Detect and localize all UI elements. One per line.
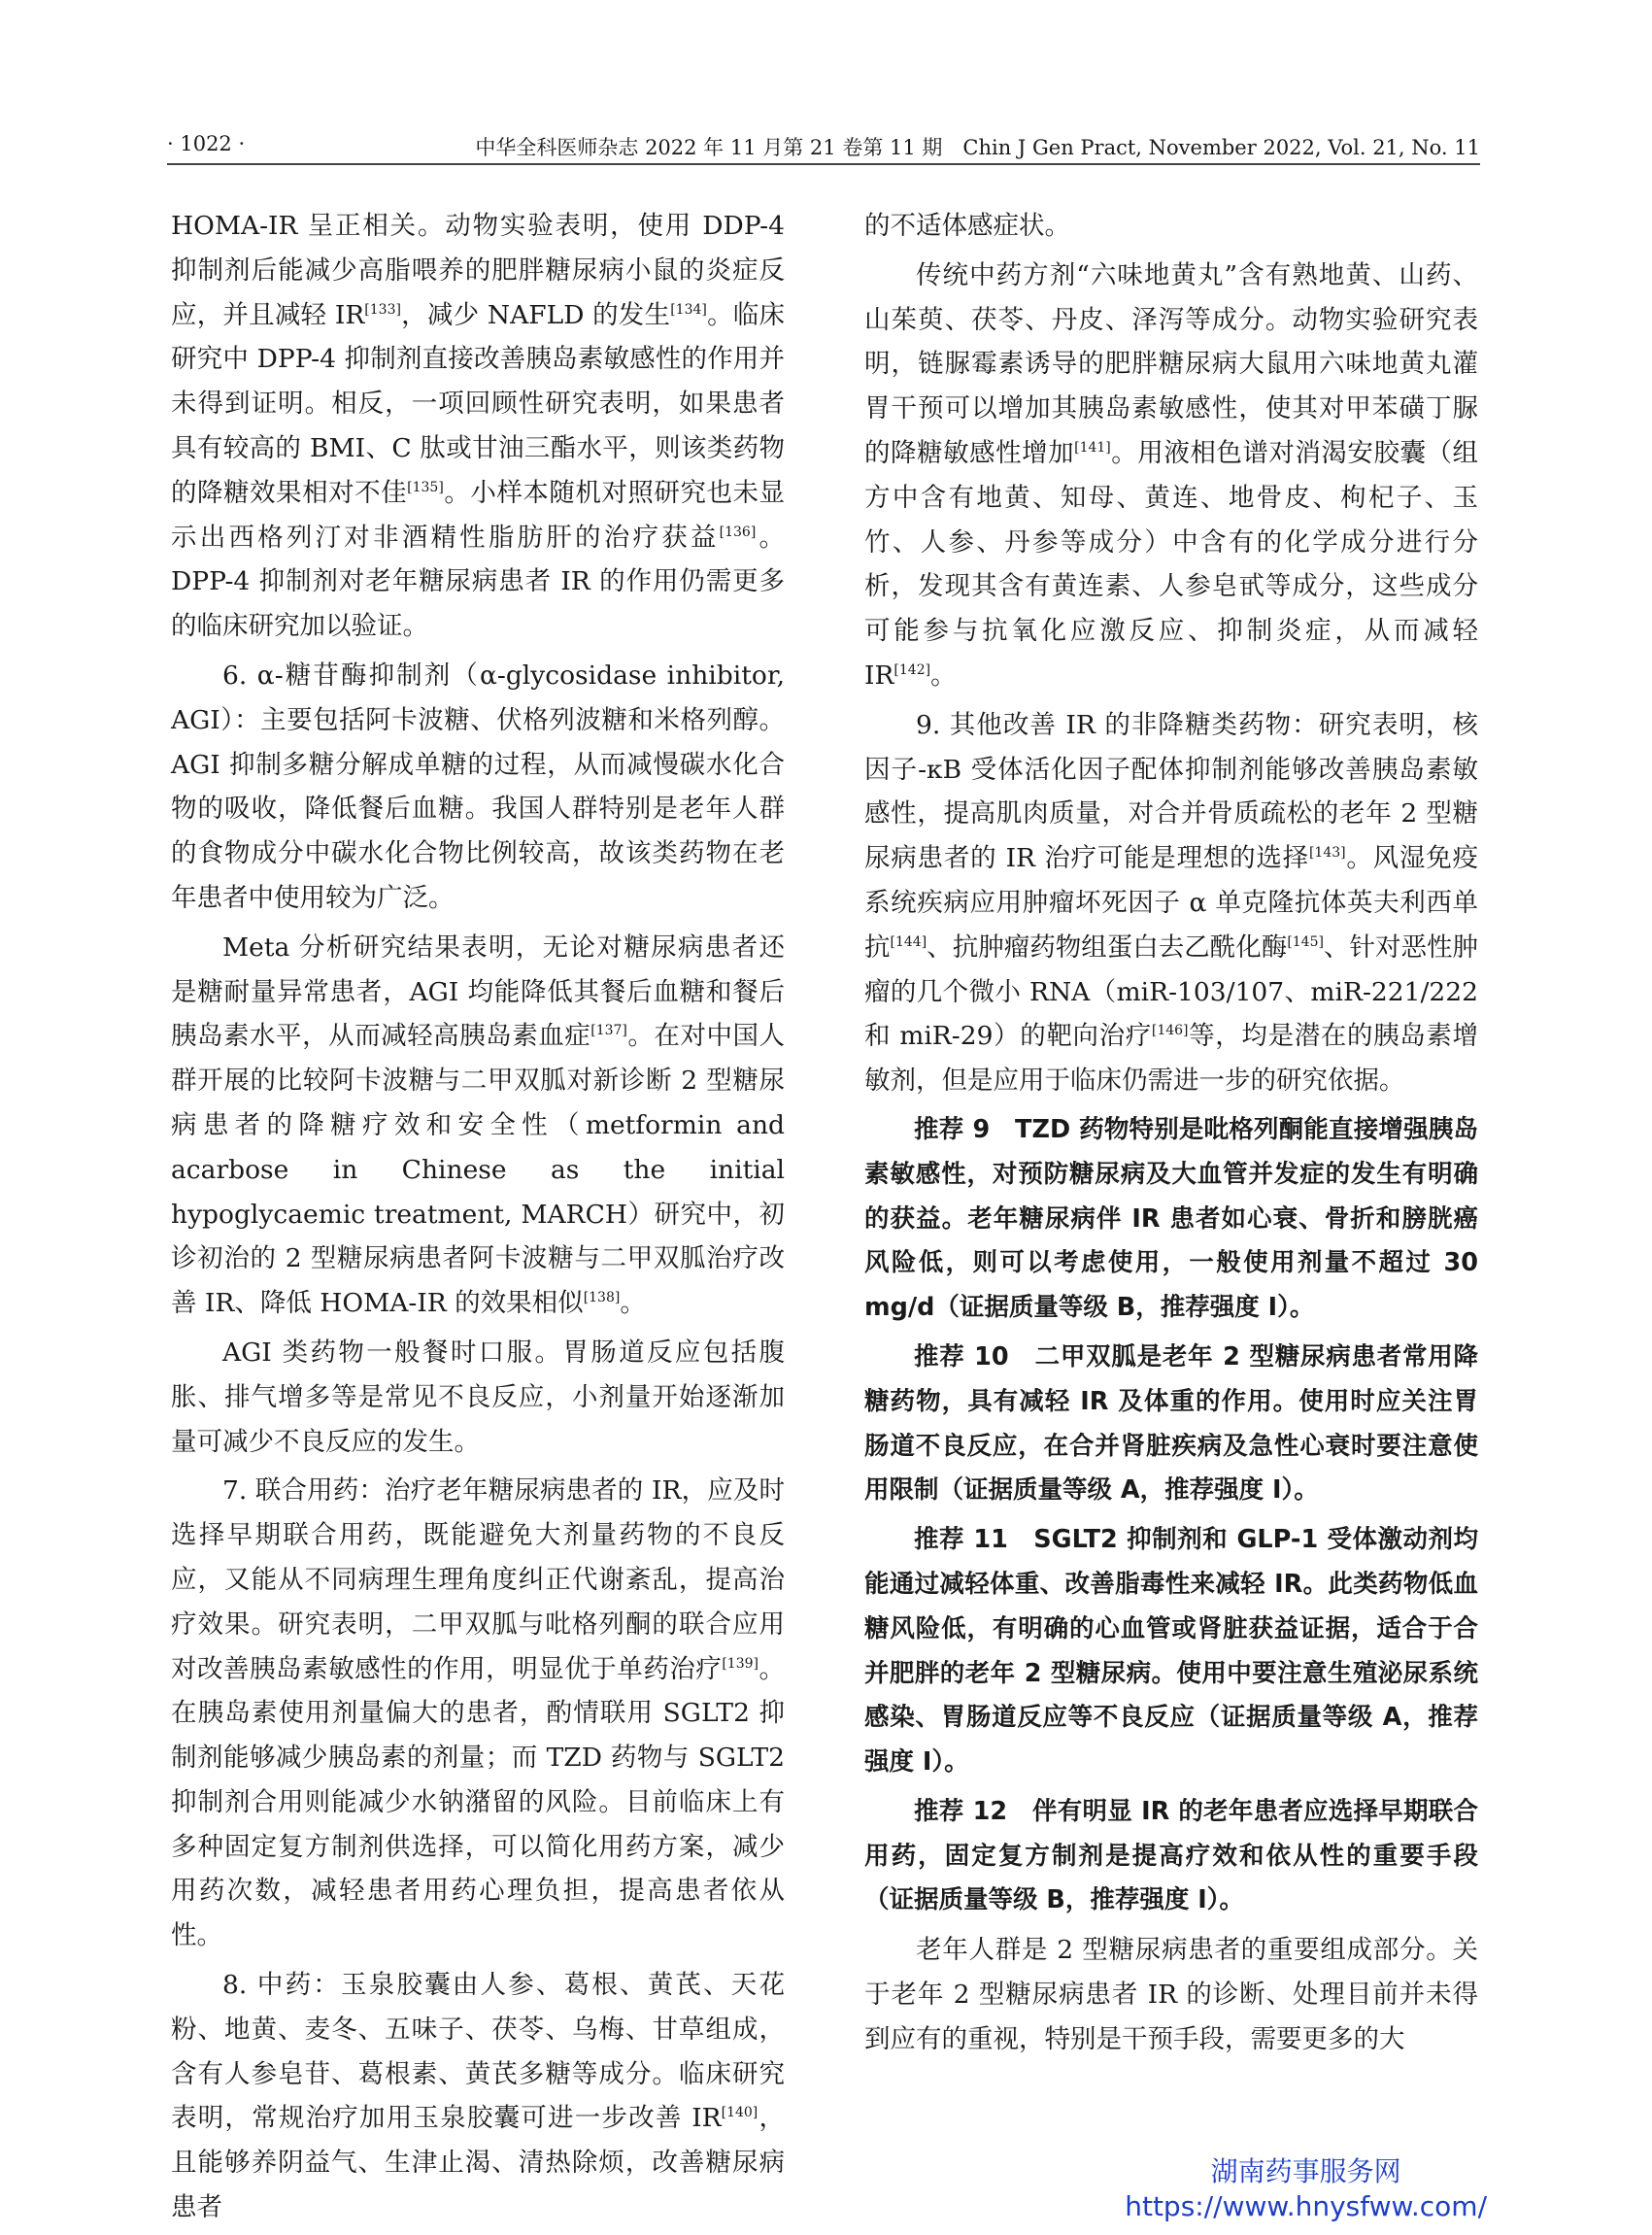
body-paragraph: 9. 其他改善 IR 的非降糖类药物：研究表明，核因子-κB 受体活化因子配体抑制剂能够改善胰岛素敏感性，提高肌肉质量，对合并骨质疏松的老年 2 型糖尿病患者的 IR 治疗可能是理想的选择[143]。风湿免疫系统疾病应用肿瘤坏死因子 α 单克隆抗体英夫利西单抗[144]、抗肿瘤药物组蛋白去乙酰化酶[145]、针对恶性肿瘤的几个微小 RNA（miR-103/107、miR-221/222 和 miR-29）的靶向治疗[146]等，均是潜在的胰岛素增敏剂，但是应用于临床仍需进一步的研究依据。 xyxy=(864,709,1479,1097)
running-header xyxy=(167,128,1480,165)
body-paragraph: 6. α-糖苷酶抑制剂（α-glycosidase inhibitor, AGI）：主要包括阿卡波糖、伏格列波糖和米格列醇。AGI 抑制多糖分解成单糖的过程，从而减慢碳水化合物的吸收，降低餐后血糖。我国人群特别是老年人群的食物成分中碳水化合物比例较高，故该类药物在老年患者中使用较为广泛。 xyxy=(171,660,785,913)
page-number: · 1022 · xyxy=(167,132,246,155)
body-paragraph: 传统中药方剂“六味地黄丸”含有熟地黄、山药、山茱萸、茯苓、丹皮、泽泻等成分。动物实验研究表明，链脲霉素诱导的肥胖糖尿病大鼠用六味地黄丸灌胃干预可以增加其胰岛素敏感性，使其对甲苯磺丁脲的降糖敏感性增加[141]。用液相色谱对消渴安胶囊（组方中含有地黄、知母、黄连、地骨皮、枸杞子、玉竹、人参、丹参等成分）中含有的化学成分进行分析，发现其含有黄连素、人参皂甙等成分，这些成分可能参与抗氧化应激反应、抑制炎症，从而减轻 IR[142]。 xyxy=(864,259,1478,691)
citation-ref: [145] xyxy=(1287,933,1324,950)
recommendation-paragraph: 推荐 9 TZD 药物特别是吡格列酮能直接增强胰岛素敏感性，对预防糖尿病及大血管并发症的发生有明确的获益。老年糖尿病伴 IR 患者如心衰、骨折和膀胱癌风险低，则可以考虑使用，一般使用剂量不超过 30 mg/d（证据质量等级 B，推荐强度 Ⅰ）。 xyxy=(864,1114,1478,1323)
left-column xyxy=(171,204,785,2235)
body-paragraph: 8. 中药：玉泉胶囊由人参、葛根、黄芪、天花粉、地黄、麦冬、五味子、茯苓、乌梅、甘草组成，含有人参皂苷、葛根素、黄芪多糖等成分。临床研究表明，常规治疗加用玉泉胶囊可进一步改善 IR[140]，且能够养阴益气、生津止渴、清热除烦，改善糖尿病患者 xyxy=(171,1970,785,2223)
body-paragraph: 老年人群是 2 型糖尿病患者的重要组成部分。关于老年 2 型糖尿病患者 IR 的诊断、处理目前并未得到应有的重视，特别是干预手段，需要更多的大 xyxy=(864,1935,1478,2054)
citation-ref: [135] xyxy=(407,479,444,495)
body-paragraph: 7. 联合用药：治疗老年糖尿病患者的 IR，应及时选择早期联合用药，既能避免大剂量药物的不良反应，又能从不同病理生理角度纠正代谢紊乱，提高治疗效果。研究表明，二甲双胍与吡格列酮的联合应用对改善胰岛素敏感性的作用，明显优于单药治疗[139]。在胰岛素使用剂量偏大的患者，酌情联用 SGLT2 抑制剂能够减少胰岛素的剂量；而 TZD 药物与 SGLT2 抑制剂合用则能减少水钠潴留的风险。目前临床上有多种固定复方制剂供选择，可以简化用药方案，减少用药次数，减轻患者用药心理负担，提高患者依从性。 xyxy=(171,1475,785,1951)
watermark[interactable] xyxy=(1125,2154,1487,2224)
citation-ref: [144] xyxy=(890,933,927,950)
citation-ref: [141] xyxy=(1074,440,1111,457)
right-column xyxy=(864,204,1478,2067)
recommendation-paragraph: 推荐 12 伴有明显 IR 的老年患者应选择早期联合用药，固定复方制剂是提高疗效和依从性的重要手段（证据质量等级 B，推荐强度 Ⅰ）。 xyxy=(864,1796,1478,1915)
recommendation-paragraph: 推荐 11 SGLT2 抑制剂和 GLP-1 受体激动剂均能通过减轻体重、改善脂毒性来减轻 IR。此类药物低血糖风险低，有明确的心血管或肾脏获益证据，适合于合并肥胖的老年 2 型糖尿病。使用中要注意生殖泌尿系统感染、胃肠道反应等不良反应（证据质量等级 A，推荐强度 Ⅰ）。 xyxy=(864,1525,1478,1778)
citation-ref: [143] xyxy=(1308,845,1346,862)
body-paragraph: Meta 分析研究结果表明，无论对糖尿病患者还是糖耐量异常患者，AGI 均能降低其餐后血糖和餐后胰岛素水平，从而减轻高胰岛素血症[137]。在对中国人群开展的比较阿卡波糖与二甲双胍对新诊断 2 型糖尿病患者的降糖疗效和安全性（metformin and acarbose in Chinese as the initial hypoglycaemic treatment, MARCH）研究中，初诊初治的 2 型糖尿病患者阿卡波糖与二甲双胍治疗改善 IR、降低 HOMA-IR 的效果相似[138]。 xyxy=(171,931,785,1319)
journal-title: 中华全科医师杂志 2022 年 11 月第 21 卷第 11 期 Chin J Gen Pract, November 2022, Vol. 21, No. 11 xyxy=(475,136,1480,159)
citation-ref: [146] xyxy=(1151,1023,1189,1039)
citation-ref: [133] xyxy=(364,301,401,318)
citation-ref: [139] xyxy=(722,1655,759,1672)
citation-ref: [140] xyxy=(721,2105,759,2121)
citation-ref: [137] xyxy=(590,1023,627,1039)
body-paragraph: HOMA-IR 呈正相关。动物实验表明，使用 DDP-4 抑制剂后能减少高脂喂养的肥胖糖尿病小鼠的炎症反应，并且减轻 IR[133]，减少 NAFLD 的发生[134]。临床研究中 DPP-4 抑制剂直接改善胰岛素敏感性的作用并未得到证明。相反，一项回顾性研究表明，如果患者具有较高的 BMI、C 肽或甘油三酯水平，则该类药物的降糖效果相对不佳[135]。小样本随机对照研究也未显示出西格列汀对非酒精性脂肪肝的治疗获益[136]。DPP-4 抑制剂对老年糖尿病患者 IR 的作用仍需更多的临床研究加以验证。 xyxy=(171,211,786,642)
body-paragraph: AGI 类药物一般餐时口服。胃肠道反应包括腹胀、排气增多等是常见不良反应，小剂量开始逐渐加量可减少不良反应的发生。 xyxy=(171,1337,785,1457)
watermark-site-name: 湖南药事服务网 xyxy=(1210,2155,1401,2187)
citation-ref: [136] xyxy=(719,524,757,540)
citation-ref: [134] xyxy=(670,301,707,318)
recommendation-paragraph: 推荐 10 二甲双胍是老年 2 型糖尿病患者常用降糖药物，具有减轻 IR 及体重的作用。使用时应关注胃肠道不良反应，在合并肾脏疾病及急性心衰时要注意使用限制（证据质量等级 A，推荐强度 Ⅰ）。 xyxy=(864,1341,1478,1506)
citation-ref: [138] xyxy=(583,1290,621,1306)
watermark-url[interactable]: https://www.hnysfww.com/ xyxy=(1125,2190,1487,2222)
body-paragraph: 的不适体感症状。 xyxy=(864,211,1070,241)
citation-ref: [142] xyxy=(893,662,931,679)
